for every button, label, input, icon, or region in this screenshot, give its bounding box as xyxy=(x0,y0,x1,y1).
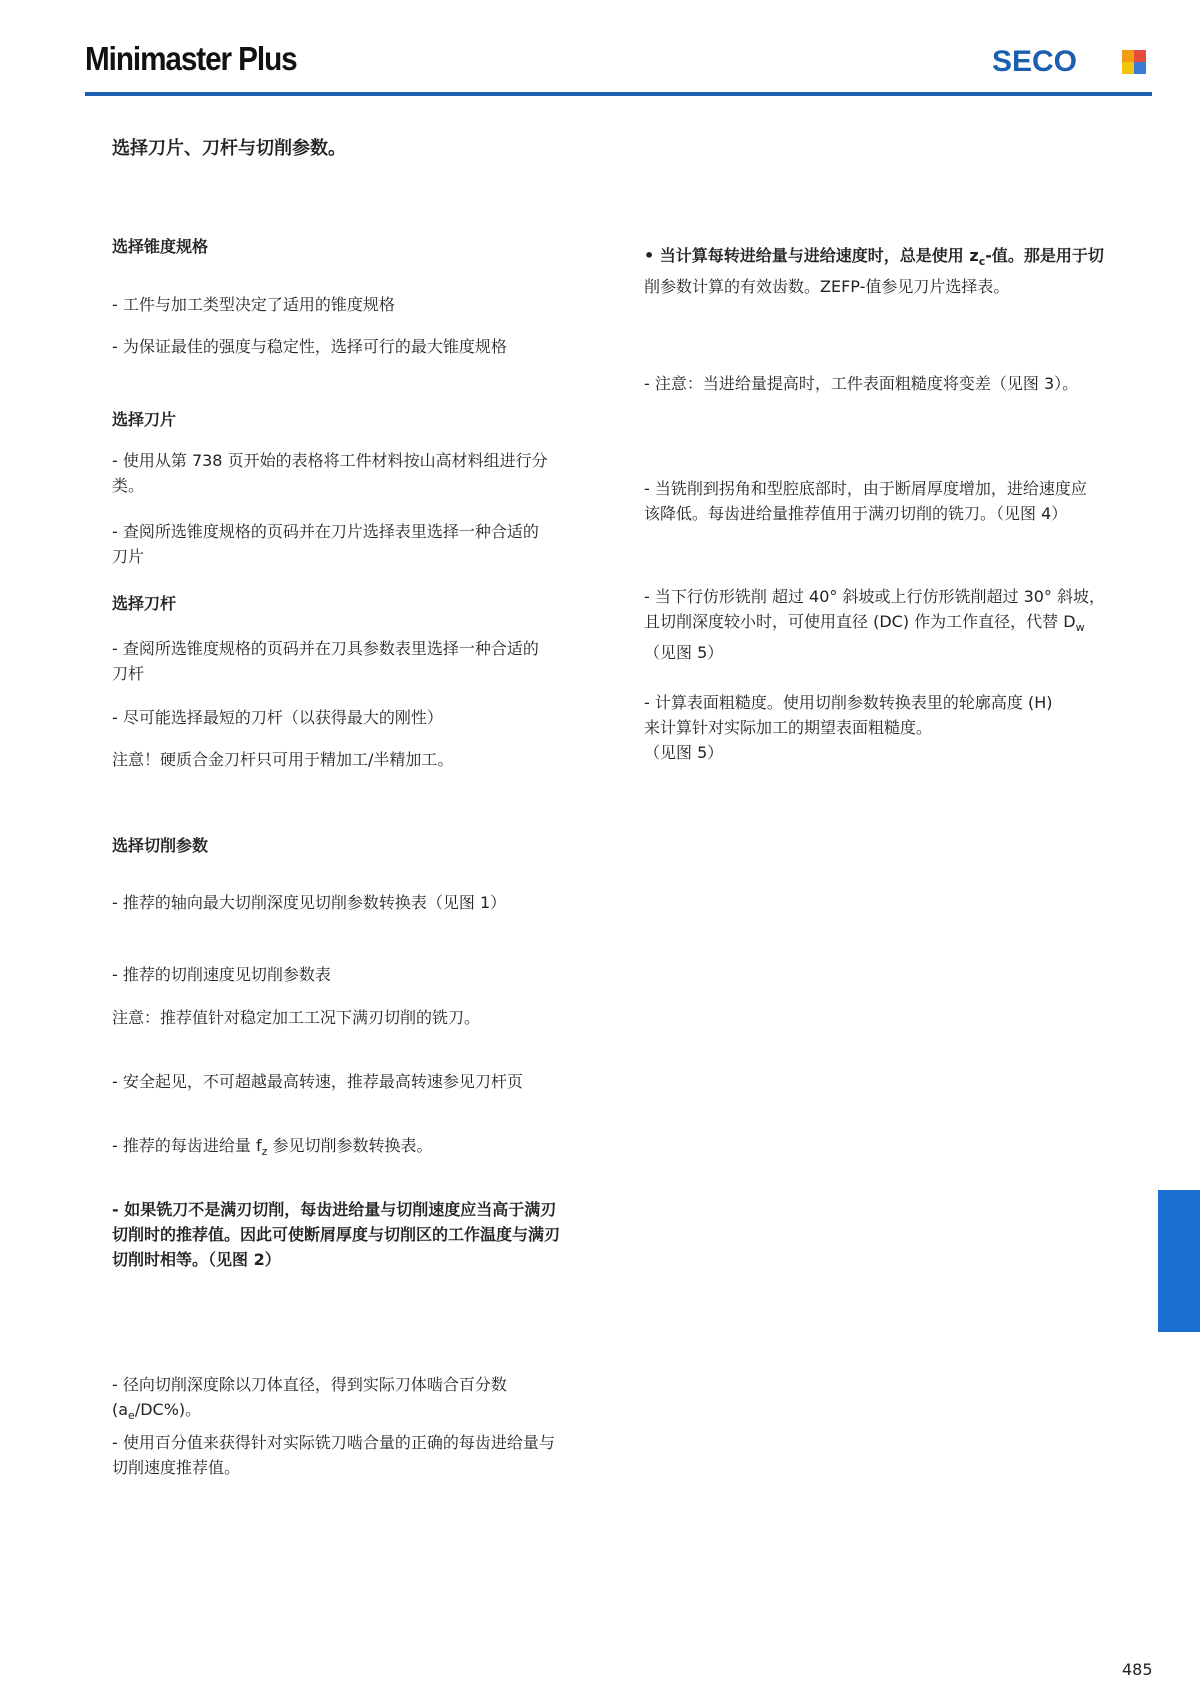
holder-note: 注意！硬质合金刀杆只可用于精加工/半精加工。 xyxy=(112,750,454,769)
right-para-4 xyxy=(644,584,1105,665)
right-para-1 xyxy=(644,243,1104,299)
right-para-3-line-2: 该降低。每齿进给量推荐值用于满刃切削的铣刀。（见图 4） xyxy=(644,504,1068,523)
cutting-item-6-line-1: - 如果铣刀不是满刃切削，每齿进给量与切削速度应当高于满刃 xyxy=(112,1200,557,1219)
cutting-item-1: - 推荐的轴向最大切削深度见切削参数转换表（见图 1） xyxy=(112,893,507,912)
insert-item-2-line-2: 刀片 xyxy=(112,547,145,566)
section-tab xyxy=(1158,1190,1200,1332)
holder-item-1 xyxy=(112,636,539,686)
right-para-5 xyxy=(644,690,1052,765)
header-rule xyxy=(85,92,1152,96)
cutting-item-7-line-2 xyxy=(112,1397,507,1428)
cutting-heading: 选择切削参数 xyxy=(112,836,209,855)
taper-item-1: - 工件与加工类型决定了适用的锥度规格 xyxy=(112,295,395,314)
cutting-item-2: - 推荐的切削速度见切削参数表 xyxy=(112,965,331,984)
taper-item-2: - 为保证最佳的强度与稳定性，选择可行的最大锥度规格 xyxy=(112,337,507,356)
right-para-1-line-2: 削参数计算的有效齿数。ZEFP-值参见刀片选择表。 xyxy=(644,277,1010,296)
right-para-4-line-3: （见图 5） xyxy=(644,643,724,662)
cutting-item-7-line-1: - 径向切削深度除以刀体直径，得到实际刀体啮合百分数 xyxy=(112,1375,507,1394)
intro-heading: 选择刀片、刀杆与切削参数。 xyxy=(112,138,346,159)
right-para-1-a: • 当计算每转进给量与进给速度时，总是使用 z xyxy=(644,246,979,265)
logo-text: SECO xyxy=(992,45,1078,78)
right-para-3-line-1: - 当铣削到拐角和型腔底部时，由于断屑厚度增加，进给速度应 xyxy=(644,479,1087,498)
holder-heading: 选择刀杆 xyxy=(112,594,177,613)
cutting-item-7-a: (a xyxy=(112,1400,129,1419)
cutting-item-7-sub: e xyxy=(128,1409,135,1422)
cutting-item-6-line-3: 切削时相等。（见图 2） xyxy=(112,1250,281,1269)
right-para-3 xyxy=(644,476,1087,526)
insert-item-1 xyxy=(112,448,548,498)
right-para-4-a: 且切削深度较小时，可使用直径 (DC) 作为工作直径，代替 D xyxy=(644,612,1076,631)
holder-item-1-line-1: - 查阅所选锥度规格的页码并在刀具参数表里选择一种合适的 xyxy=(112,639,539,658)
cutting-item-8-line-1: - 使用百分值来获得针对实际铣刀啮合量的正确的每齿进给量与 xyxy=(112,1433,555,1452)
cutting-item-5 xyxy=(112,1133,432,1164)
right-para-1-sub: c xyxy=(978,255,986,268)
cutting-item-7-b: /DC%)。 xyxy=(134,1400,202,1419)
cutting-item-8-line-2: 切削速度推荐值。 xyxy=(112,1458,241,1477)
insert-item-2 xyxy=(112,519,539,569)
right-para-5-line-3: （见图 5） xyxy=(644,743,724,762)
cutting-item-6 xyxy=(112,1197,560,1272)
insert-heading: 选择刀片 xyxy=(112,410,177,429)
insert-item-1-line-1: - 使用从第 738 页开始的表格将工件材料按山高材料组进行分 xyxy=(112,451,548,470)
right-para-4-sub: w xyxy=(1075,621,1085,634)
right-para-2: - 注意：当进给量提高时，工件表面粗糙度将变差（见图 3）。 xyxy=(644,374,1079,393)
cutting-note: 注意：推荐值针对稳定加工工况下满刃切削的铣刀。 xyxy=(112,1008,481,1027)
page-number: 485 xyxy=(1122,1660,1153,1679)
logo-mark-icon xyxy=(1122,50,1146,74)
cutting-item-5-sub: z xyxy=(261,1145,268,1158)
insert-item-1-line-2: 类。 xyxy=(112,476,145,495)
holder-item-2: - 尽可能选择最短的刀杆（以获得最大的刚性） xyxy=(112,708,443,727)
cutting-item-5-a: - 推荐的每齿进给量 f xyxy=(112,1136,262,1155)
cutting-item-5-b: 参见切削参数转换表。 xyxy=(267,1136,433,1155)
cutting-item-6-line-2: 切削时的推荐值。因此可使断屑厚度与切削区的工作温度与满刃 xyxy=(112,1225,561,1244)
right-para-1-b: -值。那是用于切 xyxy=(985,246,1104,265)
taper-heading: 选择锥度规格 xyxy=(112,237,209,256)
cutting-item-7 xyxy=(112,1372,507,1428)
cutting-item-4: - 安全起见，不可超越最高转速，推荐最高转速参见刀杆页 xyxy=(112,1072,523,1091)
right-para-1-line-1 xyxy=(644,243,1104,274)
holder-item-1-line-2: 刀杆 xyxy=(112,664,145,683)
insert-item-2-line-1: - 查阅所选锥度规格的页码并在刀片选择表里选择一种合适的 xyxy=(112,522,539,541)
right-para-4-line-2 xyxy=(644,609,1105,640)
right-para-4-line-1: - 当下行仿形铣削 超过 40° 斜坡或上行仿形铣削超过 30° 斜坡， xyxy=(644,587,1106,606)
right-para-5-line-1: - 计算表面粗糙度。使用切削参数转换表里的轮廓高度 (H) xyxy=(644,693,1053,712)
cutting-item-8 xyxy=(112,1430,555,1480)
right-para-5-line-2: 来计算针对实际加工的期望表面粗糙度。 xyxy=(644,718,933,737)
header-title: Minimaster Plus xyxy=(85,40,297,77)
